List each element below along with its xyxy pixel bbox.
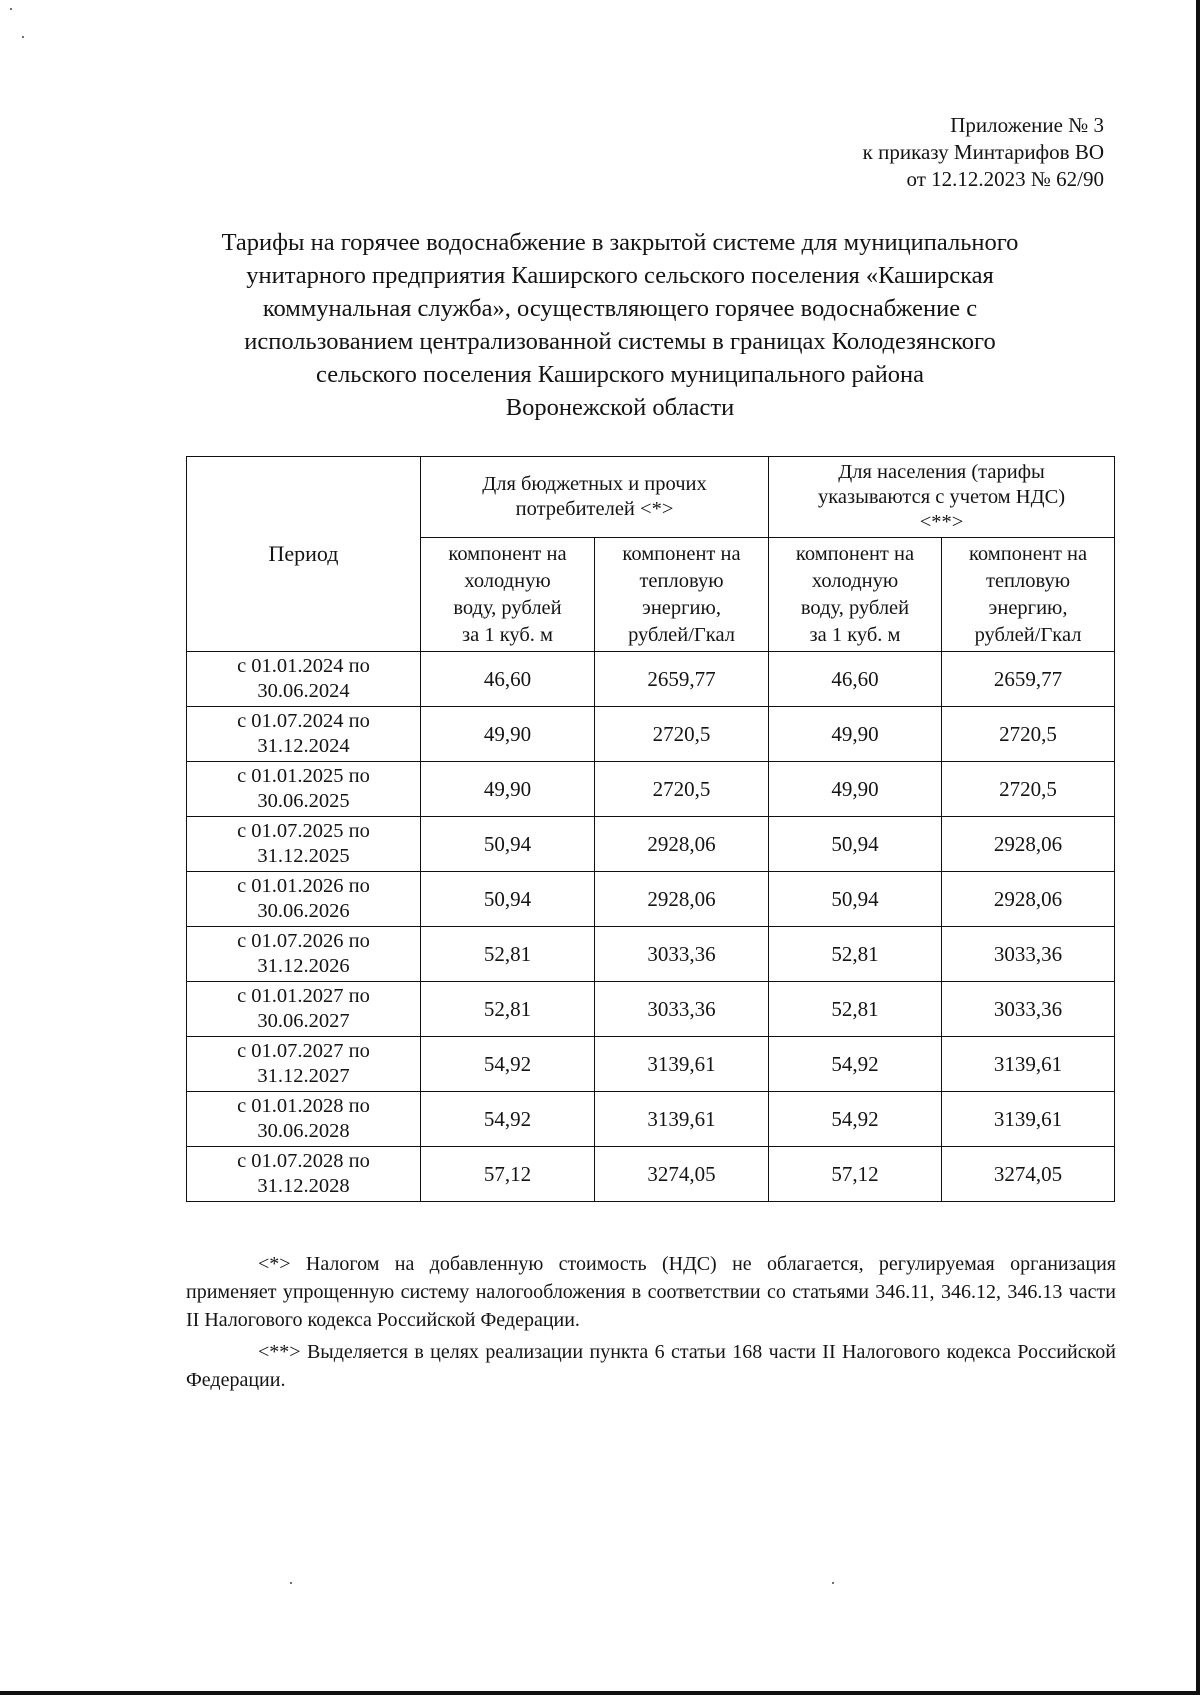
population-heat-energy-value: 3033,36 [942,927,1115,982]
budget-heat-energy-value: 3033,36 [595,927,769,982]
population-cold-water-value: 52,81 [769,982,942,1037]
footnotes [186,1250,1116,1398]
period-line: с 01.01.2027 по [237,985,370,1007]
period-cell [187,872,421,927]
budget-heat-energy-value: 3274,05 [595,1147,769,1202]
cold-water-component-header [421,538,595,652]
budget-cold-water-value: 50,94 [421,817,595,872]
budget-cold-water-value: 52,81 [421,982,595,1037]
budget-cold-water-value: 54,92 [421,1092,595,1147]
period-line: 30.06.2027 [257,1010,350,1032]
population-header [769,457,1115,538]
header-line: компонент на [448,542,567,565]
scan-speck [22,36,24,38]
period-line: 30.06.2025 [257,790,350,812]
population-heat-energy-value: 3139,61 [942,1092,1115,1147]
budget-cold-water-value: 50,94 [421,872,595,927]
table-row [187,982,1115,1037]
budget-heat-energy-value: 2720,5 [595,707,769,762]
title-line: унитарного предприятия Каширского сельского поселения «Каширская [246,262,994,289]
header-line: холодную [811,569,899,592]
period-line: 31.12.2027 [257,1065,350,1087]
budget-heat-energy-value: 2928,06 [595,872,769,927]
population-cold-water-value: 46,60 [769,652,942,707]
period-cell [187,982,421,1037]
table-row [187,872,1115,927]
population-heat-energy-value: 2928,06 [942,817,1115,872]
header-line: <**> [919,510,964,533]
population-cold-water-value: 49,90 [769,762,942,817]
table-row [187,1092,1115,1147]
header-line: воду, рублей [453,596,562,619]
population-heat-energy-value: 2928,06 [942,872,1115,927]
footnote-vat-allocated: <**> Выделяется в целях реализации пункта 6 статьи 168 части II Налогового кодекса Российской Федерации. [186,1341,1116,1391]
scan-speck [290,1582,292,1584]
population-cold-water-value: 54,92 [769,1037,942,1092]
budget-cold-water-value: 57,12 [421,1147,595,1202]
header-line: воду, рублей [800,596,910,619]
table-row [187,1037,1115,1092]
period-line: с 01.07.2024 по [237,710,370,732]
title-line: Тарифы на горячее водоснабжение в закрытой системе для муниципального [221,229,1019,256]
table-row [187,707,1115,762]
header-line: указываются с учетом НДС) [817,485,1066,508]
header-line: Для бюджетных и прочих [482,473,707,495]
header-line: потребителей <*> [515,498,674,520]
budget-heat-energy-value: 2659,77 [595,652,769,707]
period-cell [187,1092,421,1147]
period-line: 30.06.2024 [257,680,350,702]
table-row [187,652,1115,707]
title-line: использованием централизованной системы в границах Колодезянского [244,328,996,355]
appendix-number: Приложение № 3 [950,113,1104,137]
appendix-reference [863,112,1104,193]
appendix-date: от 12.12.2023 № 62/90 [906,167,1104,191]
budget-cold-water-value: 49,90 [421,762,595,817]
footnote-vat-exempt: <*> Налогом на добавленную стоимость (НДС) не облагается, регулируемая организация применяет упрощенную систему налогообложения в соответствии со статьями 346.11, 346.12, 346.13 части II Налогового кодекса Российской Федерации. [186,1253,1116,1331]
budget-heat-energy-value: 2720,5 [595,762,769,817]
population-heat-energy-value: 3033,36 [942,982,1115,1037]
budget-cold-water-value: 46,60 [421,652,595,707]
period-line: с 01.07.2027 по [237,1040,370,1062]
population-cold-water-value: 54,92 [769,1092,942,1147]
scan-speck [832,1582,834,1584]
period-line: 31.12.2025 [257,845,350,867]
period-line: с 01.07.2025 по [237,820,370,842]
table-row [187,927,1115,982]
period-cell [187,927,421,982]
period-line: с 01.01.2025 по [237,765,370,787]
period-cell [187,1037,421,1092]
population-cold-water-value: 57,12 [769,1147,942,1202]
title-line: Воронежской области [505,394,735,421]
period-line: с 01.01.2028 по [237,1095,370,1117]
cold-water-component-header [769,538,942,652]
header-line: компонент на [795,542,915,565]
scan-speck [10,8,12,10]
header-line: рублей/Гкал [974,623,1082,646]
budget-cold-water-value: 54,92 [421,1037,595,1092]
population-cold-water-value: 49,90 [769,707,942,762]
period-cell [187,707,421,762]
title-line: коммунальная служба», осуществляющего горячее водоснабжение с [262,295,978,322]
heat-energy-component-header [595,538,769,652]
table-row [187,762,1115,817]
budget-cold-water-value: 49,90 [421,707,595,762]
population-heat-energy-value: 3274,05 [942,1147,1115,1202]
period-line: с 01.01.2024 по [237,655,370,677]
heat-energy-component-header [942,538,1115,652]
header-line: компонент на [622,542,741,565]
period-header: Период [187,457,421,652]
budget-heat-energy-value: 3139,61 [595,1092,769,1147]
period-cell [187,1147,421,1202]
population-heat-energy-value: 2720,5 [942,707,1115,762]
population-heat-energy-value: 3139,61 [942,1037,1115,1092]
header-line: холодную [464,569,551,592]
population-cold-water-value: 50,94 [769,817,942,872]
period-line: с 01.01.2026 по [237,875,370,897]
header-line: за 1 куб. м [809,623,901,646]
header-line: энергию, [642,596,721,619]
period-line: 31.12.2028 [257,1175,350,1197]
period-line: с 01.07.2028 по [237,1150,370,1172]
period-line: 30.06.2028 [257,1120,350,1142]
budget-cold-water-value: 52,81 [421,927,595,982]
population-heat-energy-value: 2720,5 [942,762,1115,817]
header-line: рублей/Гкал [628,623,735,646]
period-line: 31.12.2026 [257,955,350,977]
budget-heat-energy-value: 3033,36 [595,982,769,1037]
header-line: компонент на [968,542,1088,565]
title-line: сельского поселения Каширского муниципального района [316,361,924,388]
population-heat-energy-value: 2659,77 [942,652,1115,707]
header-line: за 1 куб. м [462,623,553,646]
header-line: тепловую [985,569,1071,592]
period-cell [187,652,421,707]
population-cold-water-value: 50,94 [769,872,942,927]
population-cold-water-value: 52,81 [769,927,942,982]
header-line: тепловую [639,569,724,592]
budget-consumers-header [421,457,769,538]
period-line: с 01.07.2026 по [237,930,370,952]
period-line: 31.12.2024 [257,735,350,757]
period-cell [187,817,421,872]
appendix-order: к приказу Минтарифов ВО [862,140,1104,164]
header-line: Для населения (тарифы [838,460,1045,483]
period-line: 30.06.2026 [257,900,350,922]
period-cell [187,762,421,817]
table-row [187,1147,1115,1202]
budget-heat-energy-value: 2928,06 [595,817,769,872]
document-title [150,226,1090,424]
tariff-table [186,456,1115,1202]
header-line: энергию, [988,596,1068,619]
table-row [187,817,1115,872]
budget-heat-energy-value: 3139,61 [595,1037,769,1092]
